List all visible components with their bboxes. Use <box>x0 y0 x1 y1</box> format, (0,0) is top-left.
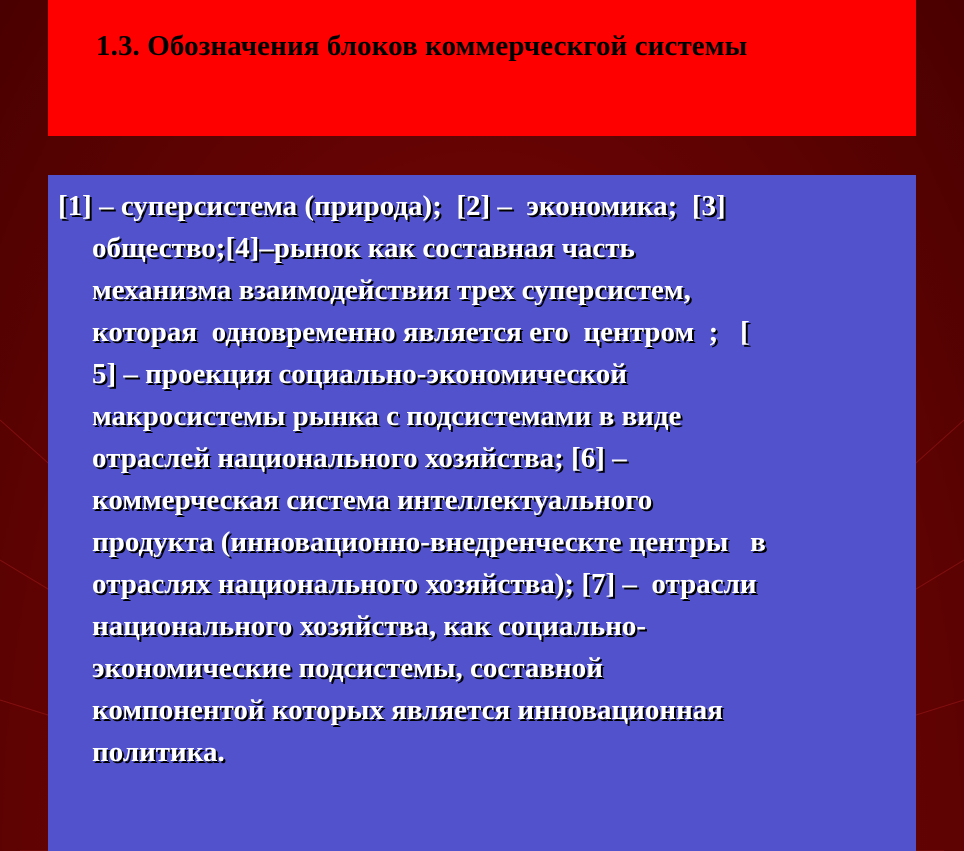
body-line: механизма взаимодействия трех суперсистем, <box>92 274 691 306</box>
body-line: которая одновременно является его центром ; [ <box>92 316 750 348</box>
body-line: национального хозяйства, как социально- <box>92 610 647 642</box>
body-line: отраслях национального хозяйства); [7] – отрасли <box>92 568 757 600</box>
body-line: компонентой которых является инновационная <box>92 694 723 726</box>
body-line: отраслей национального хозяйства; [6] – <box>92 442 627 474</box>
title-banner <box>48 0 916 136</box>
body-line: политика. <box>92 736 225 768</box>
body-line: продукта (инновационно-внедренческте центры в <box>92 526 766 558</box>
body-line: общество;[4]–рынок как составная часть <box>92 232 635 264</box>
body-line: экономические подсистемы, составной <box>92 652 603 684</box>
body-line: коммерческая система интеллектуального <box>92 484 653 516</box>
body-line: [1] – суперсистема (природа); [2] – экономика; [3] <box>58 190 726 222</box>
content-panel <box>48 175 916 851</box>
body-line: макросистемы рынка с подсистемами в виде <box>92 400 682 432</box>
body-paragraph <box>58 185 908 773</box>
slide-title: 1.3. Обозначения блоков коммерческгой системы <box>96 30 748 62</box>
body-line: 5] – проекция социально-экономической <box>92 358 627 390</box>
